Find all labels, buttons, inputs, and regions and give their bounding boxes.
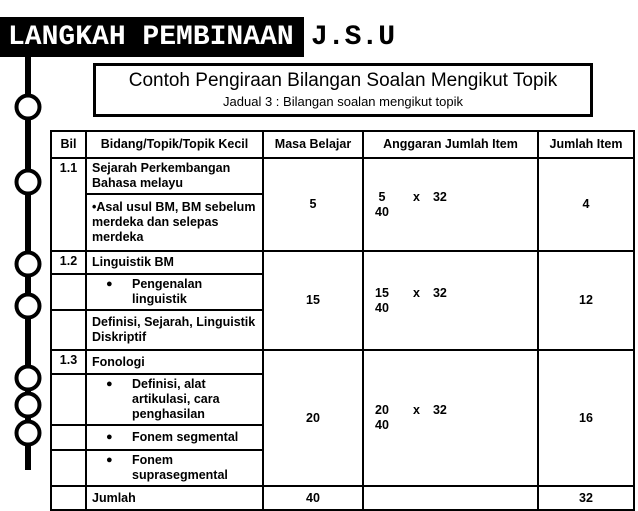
- topic-cell: •Asal usul BM, BM sebelum merdeka dan selepas merdeka: [86, 194, 263, 251]
- topic-cell: Sejarah Perkembangan Bahasa melayu: [86, 158, 263, 194]
- chain-link-icon: [17, 96, 40, 119]
- anggaran-cell: [363, 350, 538, 486]
- slide-subtitle: Jadual 3 : Bilangan soalan mengikut topik: [223, 94, 463, 109]
- table-row: [51, 350, 634, 374]
- fraction-numerator: 5: [378, 189, 386, 204]
- total-row: [51, 486, 634, 510]
- masa-cell: 20: [263, 350, 363, 486]
- table-row: [51, 158, 634, 194]
- table-header-row: [51, 131, 634, 158]
- col-header-bil: Bil: [51, 131, 86, 158]
- jumlah-cell: 12: [538, 251, 634, 350]
- bil-cell-empty: [51, 450, 86, 486]
- multiplier-value: 32: [432, 189, 447, 204]
- bullet-icon: ●: [106, 431, 113, 443]
- topic-cell: Definisi, Sejarah, Linguistik Diskriptif: [86, 310, 263, 350]
- bullet-icon: ●: [106, 378, 113, 390]
- topic-cell: [86, 450, 263, 486]
- multiply-operator: x: [413, 189, 420, 204]
- bil-cell: 1.2: [51, 251, 86, 274]
- banner-title: LANGKAH PEMBINAAN: [0, 17, 304, 57]
- bil-cell-empty: [51, 425, 86, 450]
- col-header-bidang: Bidang/Topik/Topik Kecil: [86, 131, 263, 158]
- fraction-numerator: 15: [375, 285, 389, 300]
- jumlah-cell: 4: [538, 158, 634, 251]
- chain-link-icon: [17, 171, 40, 194]
- topic-cell: [86, 425, 263, 450]
- bullet-icon: ●: [106, 278, 113, 290]
- fraction-expression: [369, 286, 532, 316]
- fraction-denominator: 40: [375, 300, 389, 315]
- masa-cell: 15: [263, 251, 363, 350]
- chain-link-icon: [17, 253, 40, 276]
- fraction-expression: [369, 403, 532, 433]
- masa-cell: 5: [263, 158, 363, 251]
- topic-cell: Fonologi: [86, 350, 263, 374]
- topic-text: Pengenalan linguistik: [132, 277, 203, 306]
- bil-cell-empty: [51, 274, 86, 310]
- multiply-operator: x: [413, 285, 420, 300]
- col-header-jumlah: Jumlah Item: [538, 131, 634, 158]
- anggaran-cell: [363, 251, 538, 350]
- bil-cell: 1.3: [51, 350, 86, 374]
- jumlah-cell: 16: [538, 350, 634, 486]
- header-banner-row: [0, 17, 395, 57]
- slide-title: Contoh Pengiraan Bilangan Soalan Mengikut Topik: [128, 70, 558, 91]
- topic-text: Definisi, alat artikulasi, cara penghasilan: [132, 377, 220, 421]
- bil-cell-empty: [51, 310, 86, 350]
- multiplier-value: 32: [432, 403, 447, 417]
- bullet-icon: ●: [106, 454, 113, 466]
- fraction-denominator: 40: [375, 204, 389, 219]
- total-label: Jumlah: [86, 486, 263, 510]
- item-calculation-table: [50, 130, 635, 511]
- topic-cell: [86, 374, 263, 425]
- title-box: [93, 63, 593, 117]
- chain-link-icon: [17, 295, 40, 318]
- chain-link-icon: [17, 367, 40, 390]
- fraction-numerator: 20: [375, 403, 389, 417]
- bil-cell: 1.1: [51, 158, 86, 251]
- topic-text: Fonem suprasegmental: [132, 453, 228, 482]
- bil-cell-empty: [51, 486, 86, 510]
- table-row: [51, 251, 634, 274]
- chain-link-icon: [17, 394, 40, 417]
- anggaran-cell: [363, 158, 538, 251]
- total-anggaran-cell-empty: [363, 486, 538, 510]
- topic-cell: Linguistik BM: [86, 251, 263, 274]
- topic-cell: [86, 274, 263, 310]
- total-jumlah-cell: 32: [538, 486, 634, 510]
- multiplier-value: 32: [432, 285, 447, 300]
- col-header-anggaran: Anggaran Jumlah Item: [363, 131, 538, 158]
- fraction-denominator: 40: [375, 418, 389, 432]
- bil-cell-empty: [51, 374, 86, 425]
- col-header-masa: Masa Belajar: [263, 131, 363, 158]
- banner-suffix: J.S.U: [311, 21, 396, 53]
- total-masa-cell: 40: [263, 486, 363, 510]
- chain-link-icon: [17, 422, 40, 445]
- multiply-operator: x: [413, 403, 420, 417]
- topic-text: Fonem segmental: [132, 430, 239, 444]
- fraction-expression: [369, 190, 532, 220]
